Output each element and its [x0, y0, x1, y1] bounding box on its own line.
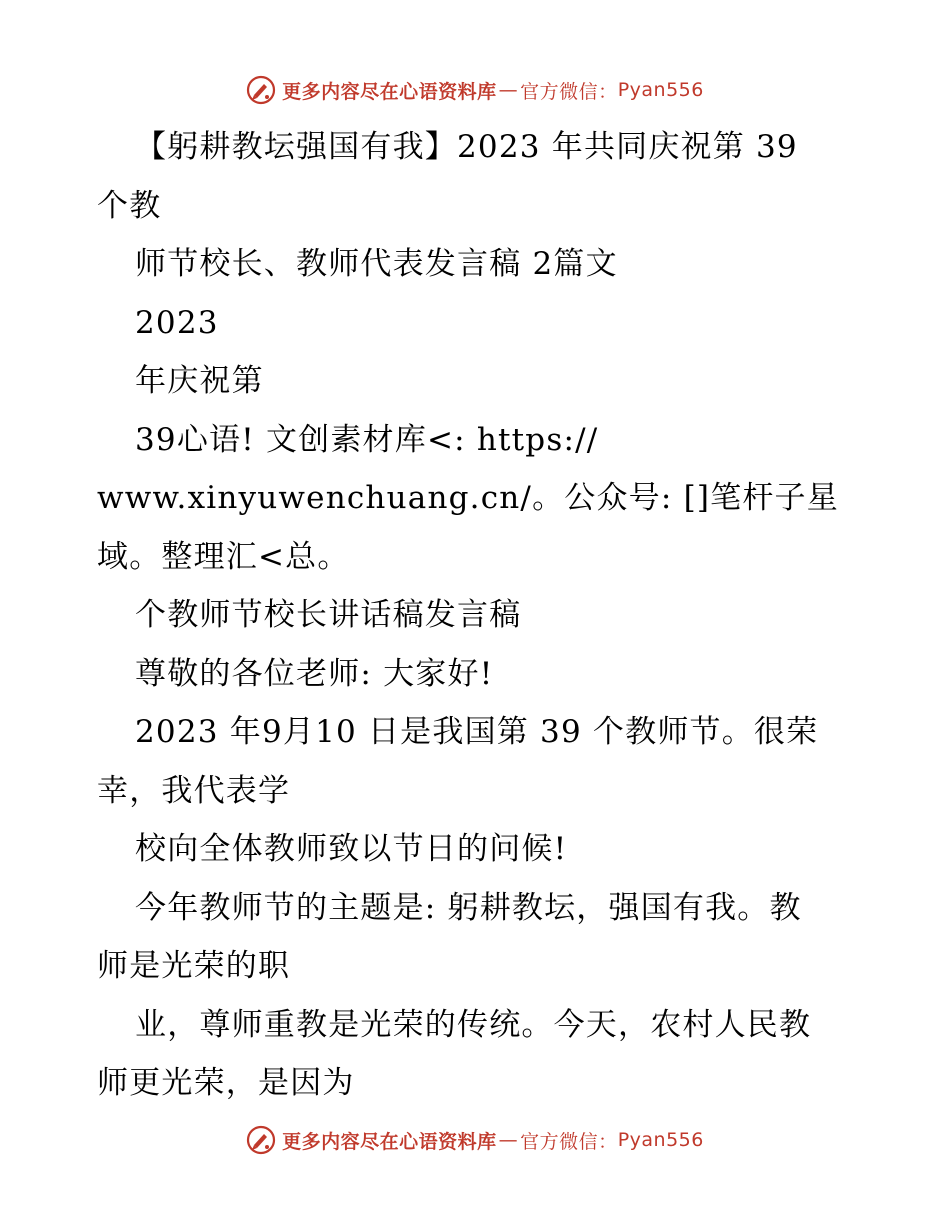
paragraph-line: 2023 年9月10 日是我国第 39 个教师节。很荣	[135, 714, 819, 750]
text-line: 39心语! 文创素材库<: https://	[135, 421, 599, 458]
banner-brand-text: 更多内容尽在心语资料库	[282, 1130, 497, 1153]
paragraph-line: 师更光荣，是因为	[97, 1065, 355, 1101]
text-line: 2023	[135, 304, 219, 341]
header-banner	[0, 70, 950, 110]
pen-logo-icon	[246, 75, 276, 105]
paragraph-line: 师是光荣的职	[97, 948, 291, 984]
document-body	[97, 118, 867, 1113]
paragraph-line: 今年教师节的主题是: 躬耕教坛，强国有我。教	[135, 889, 802, 926]
banner-wechat-label: 官方微信：	[520, 1130, 618, 1153]
paragraph-line: 业，尊师重教是光荣的传统。今天，农村人民教	[135, 1006, 812, 1043]
footer-banner	[0, 1120, 950, 1160]
pen-logo-icon	[246, 1125, 276, 1155]
banner-wechat-handle: Pyan556	[617, 79, 704, 101]
text-line: www.xinyuwenchuang.cn/。公众号: []笔杆子星	[97, 480, 839, 516]
title-line-1: 【躬耕教坛强国有我】2023 年共同庆祝第 39	[135, 129, 798, 165]
banner-wechat-handle: Pyan556	[617, 1129, 704, 1151]
text-line: 域。整理汇<总。	[97, 538, 350, 575]
banner-separator: —	[498, 1129, 519, 1151]
banner-brand-text: 更多内容尽在心语资料库	[282, 80, 497, 103]
title-line-3: 师节校长、教师代表发言稿 2篇文	[135, 246, 618, 282]
banner-separator: —	[498, 79, 519, 101]
salutation-line: 尊敬的各位老师: 大家好!	[135, 655, 494, 692]
title-line-2: 个教	[97, 187, 162, 224]
paragraph-line: 校向全体教师致以节日的问候!	[135, 831, 568, 867]
banner-wechat-label: 官方微信：	[520, 80, 618, 103]
text-line: 年庆祝第	[135, 363, 264, 399]
section-heading: 个教师节校长讲话稿发言稿	[135, 597, 522, 633]
paragraph-line: 幸，我代表学	[97, 772, 291, 809]
